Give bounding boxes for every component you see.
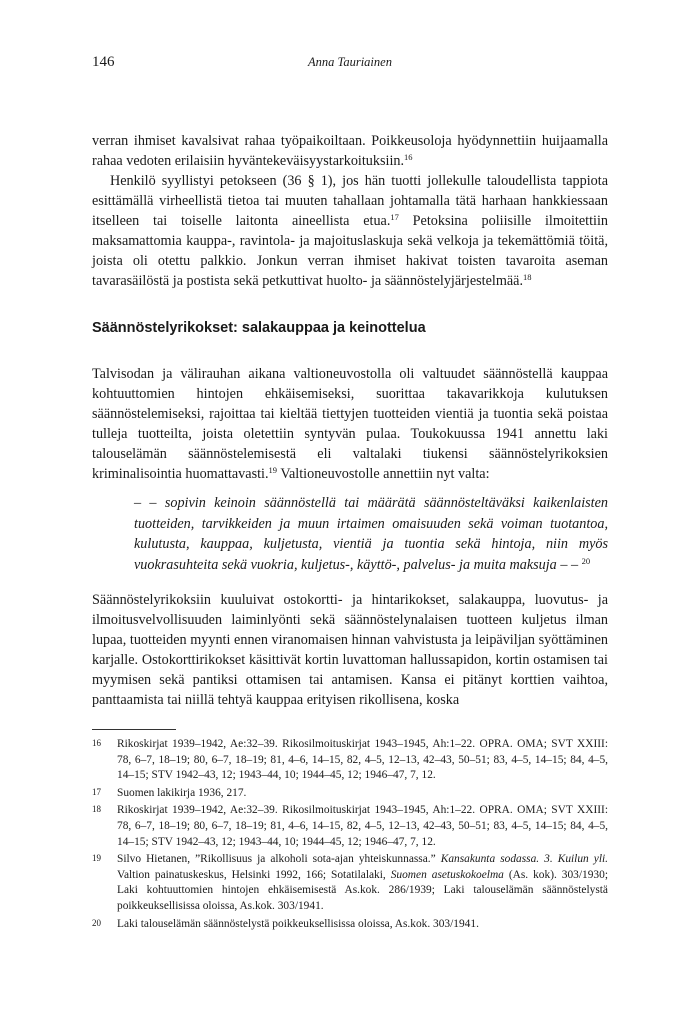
- block-quote: [134, 493, 608, 575]
- footnote-text: Silvo Hietanen, ”Rikollisuus ja alkoholi sota-ajan yhteiskunnassa.”: [117, 853, 441, 866]
- footnote: [92, 803, 608, 850]
- footnote-text: Valtion painatuskeskus, Helsinki 1992, 166; Sotatilalaki,: [117, 868, 391, 881]
- paragraph: [92, 131, 608, 171]
- paragraph-text: Valtioneuvostolle annettiin nyt valta:: [277, 466, 490, 482]
- footnote-text: (As. kok). 303/1930; Laki kohtuuttomien hintojen ehkäisemisestä As.kok. 286/1939; Laki talouselämän säännöstelystä poikkeuksellisissa oloissa, As.kok. 303/1941.: [117, 868, 608, 912]
- footnote-ref[interactable]: 16: [404, 152, 413, 162]
- paragraph: [92, 171, 608, 291]
- footnote-text: Laki talouselämän säännöstelystä poikkeuksellisissa oloissa, As.kok. 303/1941.: [117, 917, 479, 930]
- footnote-text: Rikoskirjat 1939–1942, Ae:32–39. Rikosilmoituskirjat 1943–1945, Ah:1–22. OPRA. OMA; SVT XXIII: 78, 6–7, 18–19; 80, 6–7, 18–19; 81, 4–6, 14–15, 82, 4–5, 12–13, 42–43, 50–51; 83, 4–5, 14–15; 84, 4–5, 14–15; STV 1942–43, 12; 1943–44, 10; 1944–45, 12; 1946–47, 7, 12.: [117, 804, 608, 848]
- footnote-number: 18: [92, 804, 101, 815]
- running-head: Anna Tauriainen: [308, 55, 392, 69]
- footnote-title: Kansakunta sodassa. 3. Kuilun yli.: [440, 853, 608, 866]
- paragraph-text: verran ihmiset kavalsivat rahaa työpaikoiltaan. Poikkeusoloja hyödynnettiin huijaamalla rahaa vedoten erilaisiin hyväntekeväisyystarkoituksiin.: [92, 133, 608, 169]
- footnote-ref[interactable]: 20: [581, 555, 591, 566]
- footnote-number: 17: [92, 786, 101, 797]
- section-2-paragraph: [92, 364, 608, 484]
- footnote-number: 20: [92, 917, 101, 928]
- section-heading: Säännöstelyrikokset: salakauppaa ja keinottelua: [92, 320, 426, 336]
- paragraph-text: Talvisodan ja välirauhan aikana valtioneuvostolla oli valtuudet säännöstellä kauppaa kohtuuttomien hintojen ehkäisemiseksi, suorittaa takavarikkoja kulutuksen säännöstelemiseksi, rajoittaa tai kieltää tiettyjen tuotteiden vientiä ja tuontia sekä poistaa tulleja tuotteilta, joista oletettiin syntyvän pulaa. Toukokuussa 1941 annettu laki talouselämän säännöstelemisestä eli valtalaki tiukensi säännöstelyrikoksien kriminalisointia huomattavasti.: [92, 366, 608, 482]
- footnote: [92, 852, 608, 914]
- footnote: [92, 737, 608, 784]
- paragraph-text: Henkilö syyllistyi petokseen (36 § 1), jos hän tuotti jollekulle taloudellista tappiota esittämällä virheellistä tietoa tai muuten tahallaan johtamalla tätä harhaan hankkiessaan itselleen tai toiselle laitonta aineellista etua.: [92, 173, 608, 229]
- footnote: [92, 917, 608, 933]
- footnote-ref[interactable]: 17: [390, 212, 399, 222]
- footnotes: [92, 737, 608, 932]
- footnote-ref[interactable]: 18: [523, 272, 532, 282]
- footnote-title: Suomen asetuskokoelma: [390, 868, 504, 881]
- quote-text: – – sopivin keinoin säännöstellä tai määrätä säännösteltäväksi kaikenlaisten tuotteiden, tarvikkeiden ja muun irtaimen omaisuuden sekä voiman tuotantoa, kulutusta, kauppaa, kuljetusta, vientiä ja tuontia sekä hintoja, niin myös vuokrasuhteita sekä vuokria, kuljetus-, käyttö-, palvelus- ja muita maksuja – –: [134, 495, 608, 573]
- section-2-paragraph: [92, 590, 608, 710]
- footnote: [92, 786, 608, 802]
- page-number: 146: [92, 54, 115, 70]
- footnote-text: Rikoskirjat 1939–1942, Ae:32–39. Rikosilmoituskirjat 1943–1945, Ah:1–22. OPRA. OMA; SVT XXIII: 78, 6–7, 18–19; 80, 6–7, 18–19; 81, 4–6, 14–15, 82, 4–5, 12–13, 42–43, 50–51; 83, 4–5, 14–15; 84, 4–5, 14–15; STV 1942–43, 12; 1943–44, 10; 1944–45, 12; 1946–47, 7, 12.: [117, 738, 608, 782]
- footnote-rule: [92, 729, 176, 730]
- footnote-ref[interactable]: 19: [268, 465, 278, 475]
- footnote-text: Suomen lakikirja 1936, 217.: [117, 786, 247, 799]
- footnote-number: 16: [92, 738, 101, 748]
- section-1: [92, 131, 608, 291]
- paragraph: [92, 364, 608, 484]
- paragraph: Säännöstelyrikoksiin kuuluivat ostokortti- ja hintarikokset, salakauppa, luovutus- ja ilmoitusvelvollisuuden laiminlyönti sekä säännöstelynalaisen tuotteen kuljetus ilman lupaa, tuotteiden myynti ennen viranomaisen hinnan vahvistusta ja leipäviljan syöttäminen karjalle. Ostokorttirikokset käsittivät kortin luvattoman hallussapidon, kortin ostamisen tai myymisen sekä pantiksi ottamisen tai antamisen. Kansa ei pitänyt korttien vaihtoa, panttaamista tai niillä tehtyä kauppaa erityisen rikollisena, koska: [92, 592, 608, 708]
- paragraph-text: Petoksina poliisille ilmoitettiin maksamattomia kauppa-, ravintola- ja majoituslaskuja sekä velkoja ja tekemättömiä töitä, joista oli otettu palkkio. Jonkun verran ihmiset hakivat toisten tavaroita aseman tavarasäilöstä ja postista sekä petkuttivat huolto- ja säännöstelyjärjestelmää.: [92, 213, 608, 289]
- footnote-number: 19: [92, 853, 101, 864]
